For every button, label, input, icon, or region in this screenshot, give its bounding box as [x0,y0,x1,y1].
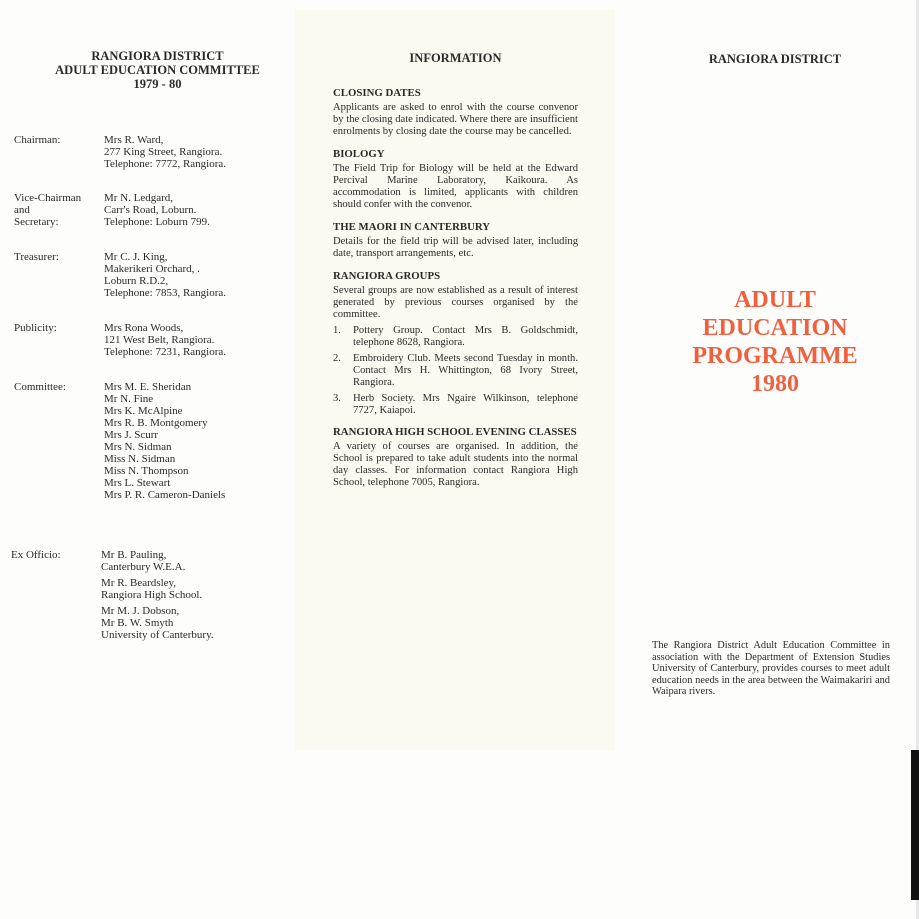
heading-line: RANGIORA DISTRICT [91,49,224,63]
committee-member: Miss N. Sidman [104,453,176,465]
officer-line: Mrs R. Ward, [104,134,164,146]
list-item [333,325,578,349]
programme-title [640,286,910,398]
committee-member: Mrs K. McAlpine [104,405,183,417]
officer-line: Telephone: Loburn 799. [104,216,210,228]
officer-line: Carr's Road, Loburn. [104,204,197,216]
section-text: The Field Trip for Biology will be held at the Edward Percival Marine Laboratory, Kaikoura. As accommodation is limited, applicants with children should confer with the convenor. [333,163,578,210]
officer-line: Mrs Rona Woods, [104,322,184,334]
ex-officio-line: Rangiora High School. [101,589,203,601]
ex-officio-line: Mr R. Beardsley, [101,577,177,589]
item-text: Pottery Group. Contact Mrs B. Goldschmidt, telephone 8628, Rangiora. [353,325,578,348]
section-text: Details for the field trip will be advised later, including date, transport arrangements, etc. [333,236,578,259]
officer-line: Loburn R.D.2, [104,275,169,287]
section-text: A variety of courses are organised. In addition, the School is prepared to take adult students into the normal day classes. For information contact Rangiora High School, telephone 7005, Rangiora. [333,441,578,488]
ex-officio-line: Mr B. Pauling, [101,549,167,561]
heading-line: ADULT EDUCATION COMMITTEE [55,63,260,77]
title-line: EDUCATION [702,315,848,341]
officer-line: Telephone: 7231, Rangiora. [104,346,227,358]
committee-member: Miss N. Thompson [104,465,189,477]
section-title: THE MAORI IN CANTERBURY [333,221,491,233]
section-title: RANGIORA HIGH SCHOOL EVENING CLASSES [333,426,577,438]
item-number: 3. [333,393,341,404]
committee-member: Mr N. Fine [104,393,154,405]
officer-label: Ex Officio: [11,549,61,561]
committee-member: Mrs J. Scurr [104,429,159,441]
heading-line: 1979 - 80 [133,77,182,91]
committee-member: Mrs N. Sidman [104,441,172,453]
section-text: Applicants are asked to enrol with the course convenor by the closing date indicated. Where there are insufficient enrolments by closing date the course may be cancelled. [333,102,578,137]
section-title: BIOLOGY [333,148,385,160]
ex-officio-line: Mr B. W. Smyth [101,617,174,629]
officer-label: Chairman: [14,134,61,146]
groups-list [333,325,578,417]
title-line: 1980 [751,371,799,397]
cover-heading: RANGIORA DISTRICT [708,52,842,66]
item-text: Herb Society. Mrs Ngaire Wilkinson, telephone 7727, Kaiapoi. [353,393,578,416]
title-line: ADULT [734,287,816,313]
officer-line: Telephone: 7772, Rangiora. [104,158,227,170]
committee-member: Mrs P. R. Cameron-Daniels [104,489,226,501]
ex-officio-line: University of Canterbury. [101,629,214,641]
section-title: CLOSING DATES [333,87,421,99]
officer-label: Committee: [14,381,66,393]
officer-label: Treasurer: [14,251,59,263]
title-line: PROGRAMME [692,343,858,369]
committee-heading [20,49,295,91]
officer-line: Makerikeri Orchard, . [104,263,200,275]
officer-label: Vice-Chairman and Secretary: [14,192,82,228]
list-item [333,393,578,417]
officer-line: 277 King Street, Rangiora. [104,146,223,158]
committee-member: Mrs M. E. Sheridan [104,381,192,393]
officer-line: 121 West Belt, Rangiora. [104,334,215,346]
item-text: Embroidery Club. Meets second Tuesday in month. Contact Mrs H. Whittington, 68 Ivory Street, Rangiora. [353,353,578,388]
list-item [333,353,578,389]
officer-line: Telephone: 7853, Rangiora. [104,287,227,299]
officer-line: Mr N. Ledgard, [104,192,174,204]
ex-officio-line: Canterbury W.E.A. [101,561,186,573]
item-number: 2. [333,353,341,364]
committee-member: Mrs L. Stewart [104,477,171,489]
ex-officio-line: Mr M. J. Dobson, [101,605,180,617]
section-text: Several groups are now established as a result of interest generated by previous courses organised by the committee. [333,285,578,320]
officer-label: Publicity: [14,322,57,334]
officer-line: Mr C. J. King, [104,251,168,263]
section-title: RANGIORA GROUPS [333,270,441,282]
committee-member: Mrs R. B. Montgomery [104,417,208,429]
scan-edge [911,750,919,900]
information-body [333,87,578,499]
committee-blurb: The Rangiora District Adult Education Committee in association with the Department of Extension Studies University of Canterbury, provides courses to meet adult education needs in the area between the Waimakariri and Waipara rivers. [652,640,890,697]
information-heading: INFORMATION [409,51,502,65]
item-number: 1. [333,325,341,336]
